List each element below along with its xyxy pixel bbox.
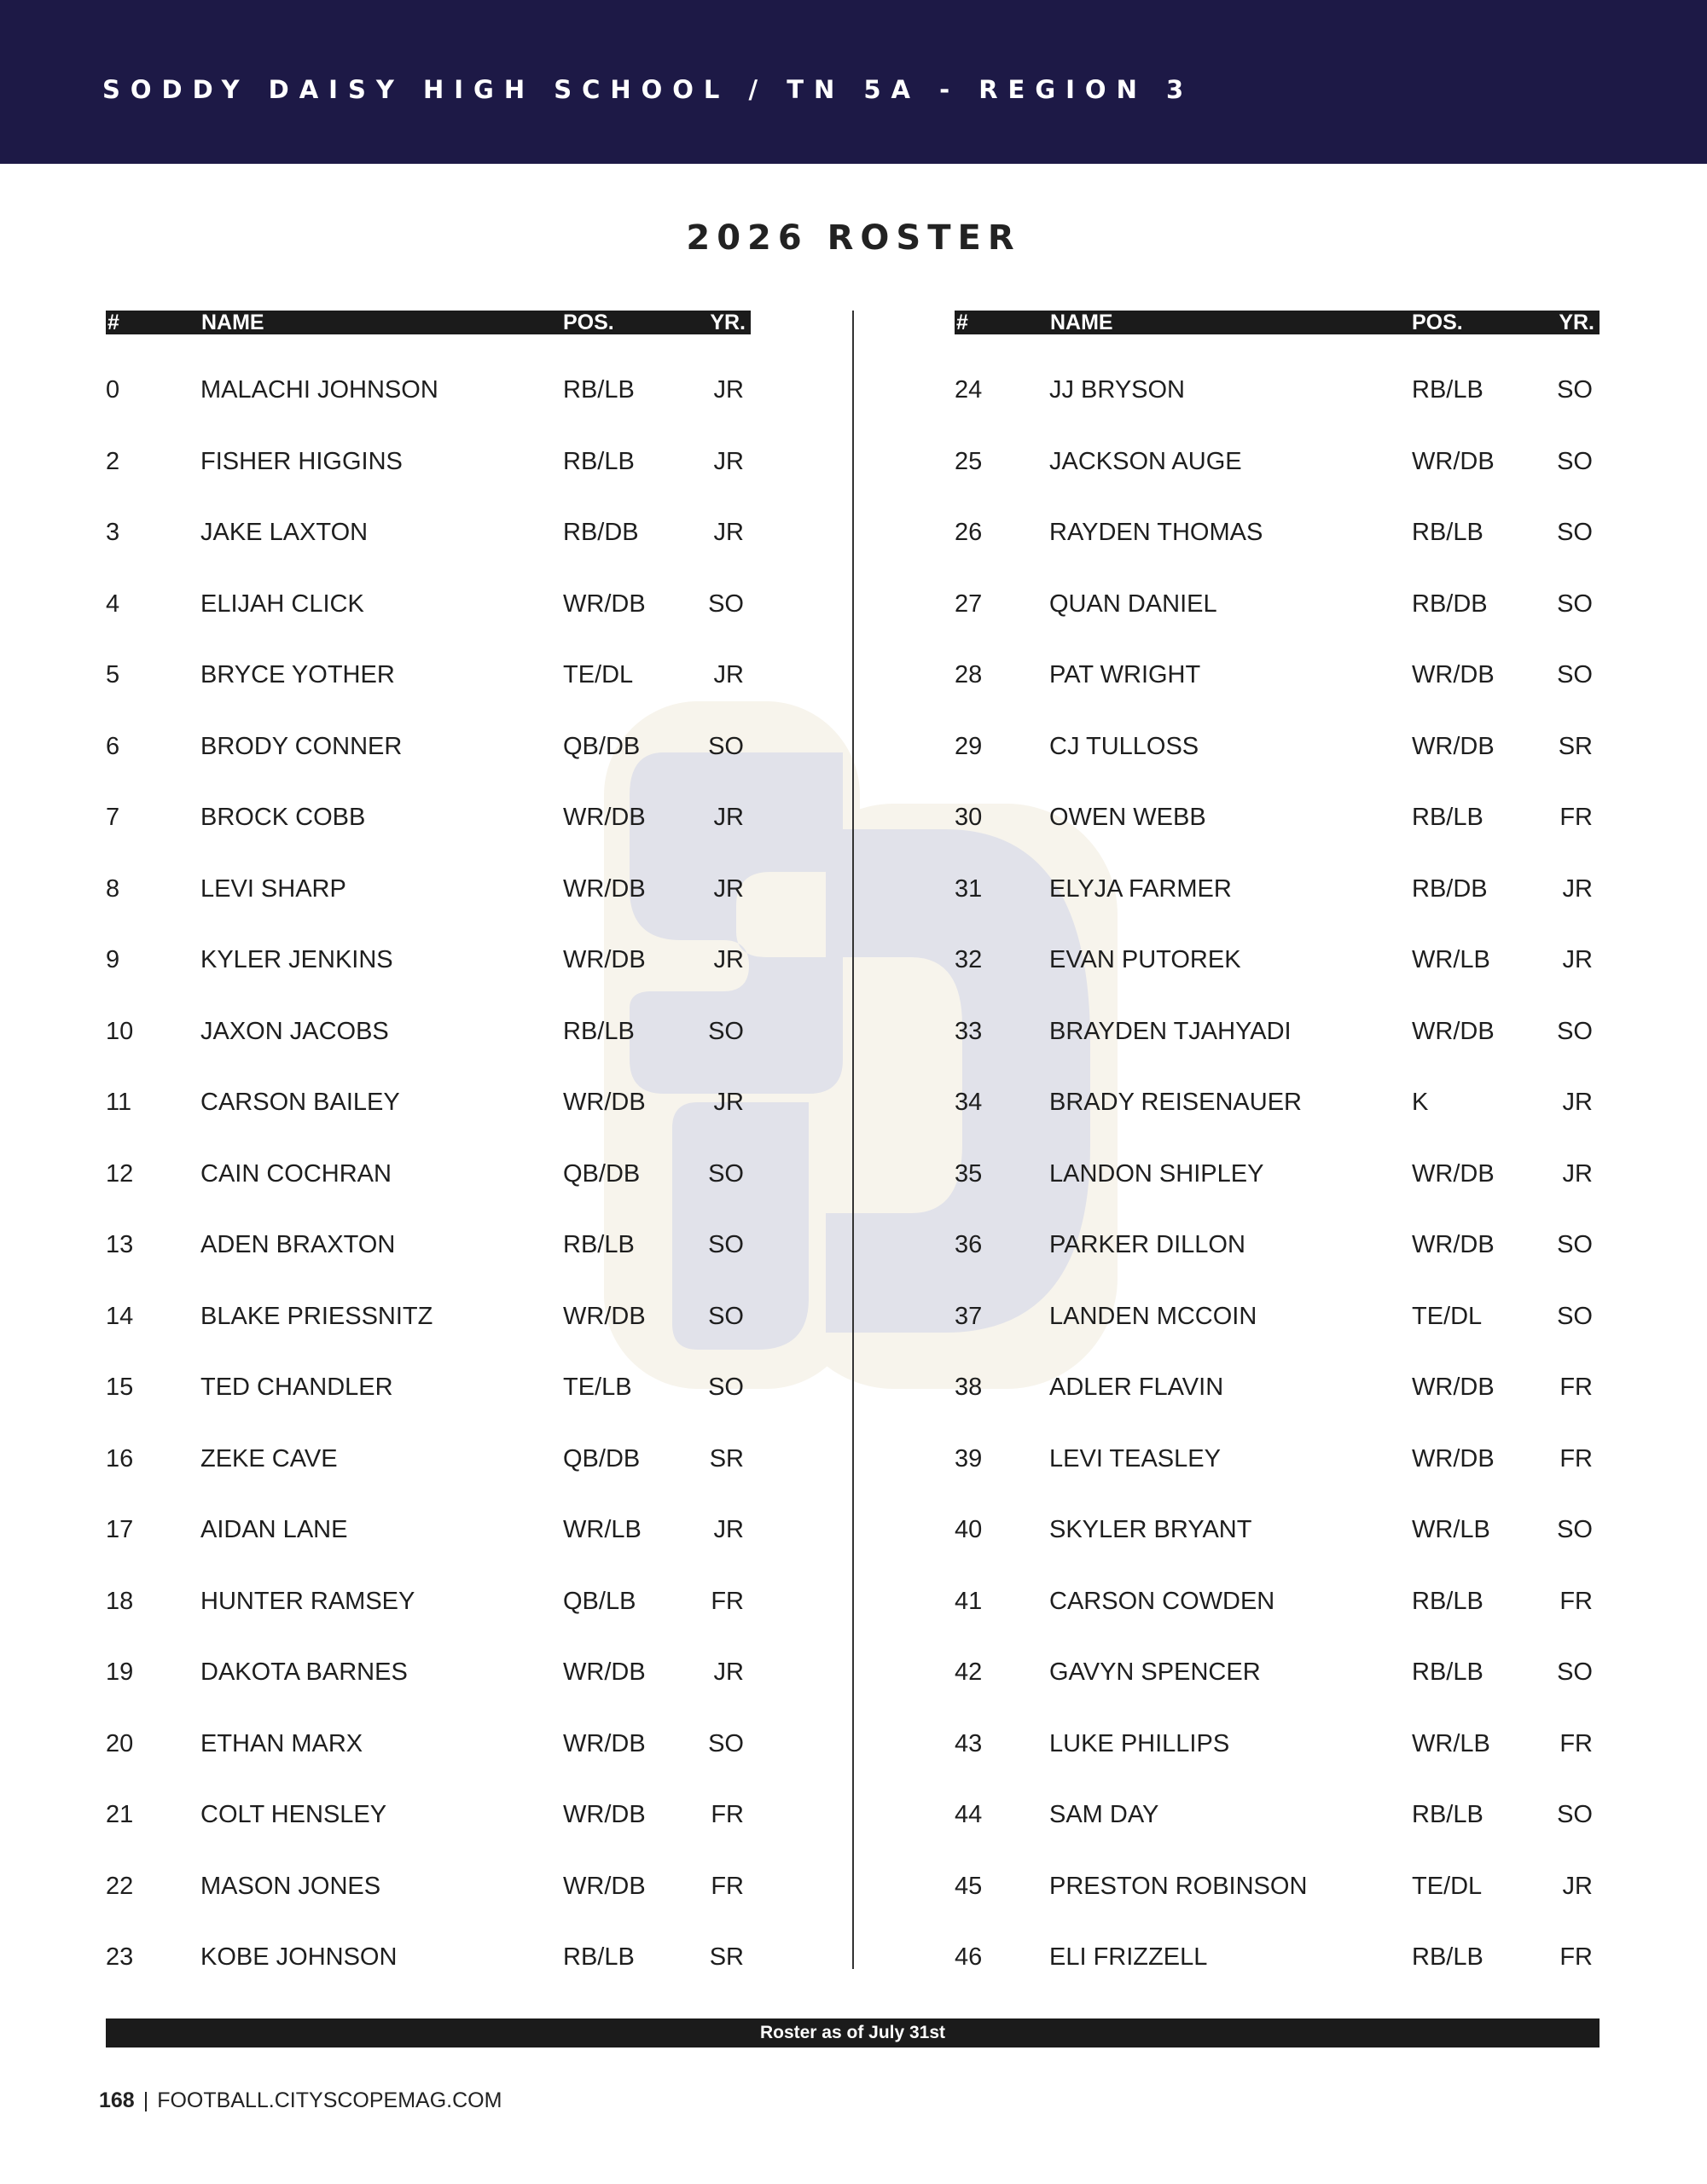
player-number: 14 [106,1302,134,1330]
player-name: PRESTON ROBINSON [1049,1872,1308,1900]
player-number: 40 [955,1516,983,1543]
player-name: ADEN BRAXTON [200,1231,396,1258]
player-position: RB/DB [563,519,639,546]
player-position: QB/LB [563,1587,636,1615]
player-position: WR/DB [563,946,646,973]
player-name: LEVI TEASLEY [1049,1444,1221,1472]
column-divider [852,311,854,1969]
player-name: BRODY CONNER [200,732,403,760]
player-position: RB/LB [1412,1943,1483,1971]
page-number: 168 [99,2088,135,2112]
player-number: 7 [106,804,120,831]
player-number: 26 [955,519,983,546]
table-row [955,1090,1600,1162]
col-header-name: NAME [1050,311,1113,334]
player-position: RB/LB [1412,804,1483,831]
player-number: 22 [106,1872,134,1900]
player-name: BRAYDEN TJAHYADI [1049,1017,1292,1045]
player-year: SO [708,732,744,760]
player-year: FR [1559,1587,1593,1615]
player-number: 18 [106,1587,134,1615]
player-year: SO [1557,447,1593,475]
table-row [955,805,1600,877]
col-header-pos: POS. [1412,311,1463,334]
col-header-num: # [107,311,119,334]
player-position: WR/LB [563,1516,642,1543]
player-name: BLAKE PRIESSNITZ [200,1302,433,1330]
player-year: SO [1557,519,1593,546]
player-number: 34 [955,1089,983,1116]
player-number: 5 [106,661,120,688]
player-position: WR/DB [563,1729,646,1757]
player-year: SO [708,1302,744,1330]
player-year: SO [708,1729,744,1757]
player-year: SO [1557,1017,1593,1045]
table-row [955,592,1600,664]
player-number: 32 [955,946,983,973]
header-bar [0,0,1707,164]
player-number: 8 [106,874,120,903]
player-year: SR [1558,732,1593,760]
col-header-yr: YR. [710,311,746,334]
player-position: TE/LB [563,1374,632,1401]
col-header-num: # [956,311,968,334]
player-position: WR/DB [1412,1374,1495,1401]
player-position: RB/LB [563,447,635,475]
player-year: SO [708,1374,744,1401]
player-position: RB/LB [563,1943,635,1971]
player-year: SO [708,1017,744,1045]
player-year: JR [713,661,744,688]
player-number: 4 [106,590,120,618]
player-name: ELYJA FARMER [1049,874,1232,903]
player-year: JR [713,376,744,404]
player-year: JR [1562,1872,1593,1900]
player-number: 31 [955,874,983,903]
player-name: AIDAN LANE [200,1516,348,1543]
player-number: 19 [106,1658,134,1686]
player-name: JACKSON AUGE [1049,447,1242,475]
player-name: SKYLER BRYANT [1049,1516,1252,1543]
table-row [955,1518,1600,1589]
table-row [106,1874,751,1946]
player-name: CAIN COCHRAN [200,1159,392,1188]
player-position: WR/DB [563,1872,646,1900]
player-year: SO [708,590,744,618]
table-row [106,1019,751,1091]
player-number: 41 [955,1587,983,1615]
table-row [955,732,1600,806]
player-name: BRADY REISENAUER [1049,1089,1302,1116]
player-position: TE/DL [1412,1302,1483,1330]
player-number: 15 [106,1374,134,1401]
col-header-yr: YR. [1559,311,1594,334]
table-row [106,1375,751,1447]
player-name: QUAN DANIEL [1049,590,1217,618]
table-row [955,1874,1600,1946]
player-name: LUKE PHILLIPS [1049,1729,1230,1757]
player-position: QB/DB [563,732,641,760]
player-number: 35 [955,1159,983,1188]
player-position: RB/LB [1412,1801,1483,1828]
player-number: 16 [106,1444,134,1472]
player-year: FR [1559,804,1593,831]
player-number: 24 [955,376,983,404]
player-name: CARSON BAILEY [200,1089,400,1116]
player-name: KOBE JOHNSON [200,1943,398,1971]
table-row [955,1444,1600,1519]
col-header-pos: POS. [563,311,614,334]
player-year: JR [713,1658,744,1686]
player-name: HUNTER RAMSEY [200,1587,415,1615]
table-row [106,1233,751,1304]
player-name: RAYDEN THOMAS [1049,519,1263,546]
player-name: EVAN PUTOREK [1049,946,1241,973]
player-position: RB/DB [1412,874,1488,903]
table-row [106,805,751,877]
player-year: JR [713,519,744,546]
player-year: FR [1559,1729,1593,1757]
table-header [955,311,1600,334]
player-year: JR [713,1089,744,1116]
player-year: SO [1557,661,1593,688]
table-row [106,948,751,1019]
player-position: RB/LB [563,1017,635,1045]
player-year: JR [713,874,744,903]
table-row [955,1019,1600,1091]
player-number: 10 [106,1017,134,1045]
player-name: JJ BRYSON [1049,376,1186,404]
table-row [106,874,751,949]
player-position: RB/LB [563,1231,635,1258]
player-number: 0 [106,376,120,404]
player-name: TED CHANDLER [200,1374,393,1401]
player-position: K [1412,1089,1429,1116]
player-year: FR [1559,1444,1593,1472]
table-row [955,1660,1600,1732]
player-year: SO [1557,590,1593,618]
player-number: 6 [106,732,120,760]
player-name: BROCK COBB [200,804,366,831]
player-position: TE/DL [1412,1872,1483,1900]
player-year: FR [711,1801,744,1828]
footer-separator: | [142,2088,149,2112]
player-year: FR [711,1872,744,1900]
player-name: SAM DAY [1049,1801,1159,1828]
player-number: 45 [955,1872,983,1900]
table-row [955,447,1600,521]
player-name: ZEKE CAVE [200,1444,338,1472]
player-position: WR/DB [563,1302,646,1330]
player-number: 46 [955,1943,983,1971]
player-year: SO [708,1231,744,1258]
player-number: 23 [106,1943,134,1971]
player-name: KYLER JENKINS [200,946,393,973]
table-row [106,1159,751,1234]
player-number: 39 [955,1444,983,1472]
player-position: WR/DB [563,1658,646,1686]
player-number: 21 [106,1801,134,1828]
player-name: ETHAN MARX [200,1729,363,1757]
table-row [955,874,1600,949]
roster-note: Roster as of July 31st [106,2018,1600,2048]
table-row [106,447,751,521]
roster-rows-left [106,378,751,2017]
player-name: FISHER HIGGINS [200,447,403,475]
table-row [955,948,1600,1019]
player-position: RB/LB [1412,519,1483,546]
player-position: WR/DB [563,590,646,618]
player-position: RB/LB [1412,376,1483,404]
player-number: 2 [106,447,120,475]
player-position: RB/LB [563,376,635,404]
player-number: 44 [955,1801,983,1828]
table-row [106,1589,751,1661]
player-name: PARKER DILLON [1049,1231,1245,1258]
player-number: 27 [955,590,983,618]
roster-table-right [955,311,1600,1971]
player-number: 38 [955,1374,983,1401]
player-year: FR [1559,1374,1593,1401]
table-row [955,1304,1600,1376]
footer-site: FOOTBALL.CITYSCOPEMAG.COM [157,2088,502,2112]
player-position: WR/LB [1412,1516,1490,1543]
player-position: WR/DB [563,1801,646,1828]
table-row [955,1589,1600,1661]
page-title: 2026 ROSTER [686,218,1021,258]
table-row [955,1375,1600,1447]
player-position: WR/DB [1412,447,1495,475]
player-position: WR/DB [1412,661,1495,688]
table-row [955,663,1600,735]
table-row [955,1945,1600,2017]
player-position: QB/DB [563,1159,641,1188]
table-row [955,1803,1600,1874]
player-number: 3 [106,519,120,546]
player-number: 30 [955,804,983,831]
player-number: 17 [106,1516,134,1543]
player-name: ADLER FLAVIN [1049,1374,1224,1401]
player-position: WR/DB [563,804,646,831]
header-title: SODDY DAISY HIGH SCHOOL / TN 5A - REGION 3 [102,75,1194,104]
player-year: SO [1557,1658,1593,1686]
table-row [106,1444,751,1519]
player-number: 25 [955,447,983,475]
player-year: FR [1559,1943,1593,1971]
player-number: 37 [955,1302,983,1330]
player-number: 13 [106,1231,134,1258]
player-year: JR [713,804,744,831]
player-year: JR [713,1516,744,1543]
table-row [106,378,751,450]
player-year: JR [1562,946,1593,973]
player-year: SO [1557,376,1593,404]
player-year: FR [711,1587,744,1615]
player-name: JAXON JACOBS [200,1017,389,1045]
player-name: JAKE LAXTON [200,519,369,546]
player-position: WR/DB [1412,1444,1495,1472]
player-number: 29 [955,732,983,760]
roster-rows-right [955,378,1600,2017]
player-year: SO [708,1159,744,1188]
table-row [106,1660,751,1732]
player-position: RB/DB [1412,590,1488,618]
player-number: 43 [955,1729,983,1757]
player-year: JR [1562,874,1593,903]
player-name: ELIJAH CLICK [200,590,364,618]
table-row [106,1090,751,1162]
player-position: WR/LB [1412,946,1490,973]
player-name: DAKOTA BARNES [200,1658,408,1686]
table-row [106,592,751,664]
page-footer [99,2088,502,2113]
player-name: PAT WRIGHT [1049,661,1201,688]
table-row [955,378,1600,450]
player-position: RB/LB [1412,1587,1483,1615]
player-year: JR [1562,1159,1593,1188]
player-position: WR/DB [563,1089,646,1116]
player-name: COLT HENSLEY [200,1801,387,1828]
player-name: MASON JONES [200,1872,381,1900]
roster-table-left [106,311,751,1971]
player-name: LANDEN MCCOIN [1049,1302,1257,1330]
player-position: WR/DB [1412,732,1495,760]
player-name: LANDON SHIPLEY [1049,1159,1264,1188]
table-row [106,520,751,592]
table-row [106,663,751,735]
player-position: RB/LB [1412,1658,1483,1686]
table-row [106,1518,751,1589]
player-year: SR [709,1444,744,1472]
player-year: JR [713,946,744,973]
player-year: SO [1557,1801,1593,1828]
player-name: CARSON COWDEN [1049,1587,1275,1615]
player-number: 36 [955,1231,983,1258]
player-number: 42 [955,1658,983,1686]
player-year: JR [713,447,744,475]
player-number: 11 [106,1089,132,1116]
player-number: 33 [955,1017,983,1045]
player-number: 9 [106,946,120,973]
player-name: GAVYN SPENCER [1049,1658,1261,1686]
player-year: SO [1557,1302,1593,1330]
player-year: SO [1557,1231,1593,1258]
player-number: 20 [106,1729,134,1757]
table-row [106,1729,751,1804]
player-position: QB/DB [563,1444,641,1472]
table-row [955,1233,1600,1304]
table-row [106,732,751,806]
col-header-name: NAME [201,311,264,334]
player-year: SO [1557,1516,1593,1543]
table-row [106,1945,751,2017]
player-name: BRYCE YOTHER [200,661,395,688]
table-row [106,1304,751,1376]
player-name: OWEN WEBB [1049,804,1206,831]
table-header [106,311,751,334]
player-position: WR/DB [1412,1231,1495,1258]
player-position: WR/DB [563,874,646,903]
player-name: MALACHI JOHNSON [200,376,438,404]
table-row [955,1729,1600,1804]
player-position: WR/LB [1412,1729,1490,1757]
table-row [106,1803,751,1874]
player-number: 28 [955,661,983,688]
player-position: WR/DB [1412,1017,1495,1045]
player-year: SR [709,1943,744,1971]
player-position: WR/DB [1412,1159,1495,1188]
table-row [955,520,1600,592]
player-year: JR [1562,1089,1593,1116]
player-name: LEVI SHARP [200,874,346,903]
table-row [955,1159,1600,1234]
player-name: ELI FRIZZELL [1049,1943,1208,1971]
player-name: CJ TULLOSS [1049,732,1199,760]
player-number: 12 [106,1159,134,1188]
player-position: TE/DL [563,661,634,688]
